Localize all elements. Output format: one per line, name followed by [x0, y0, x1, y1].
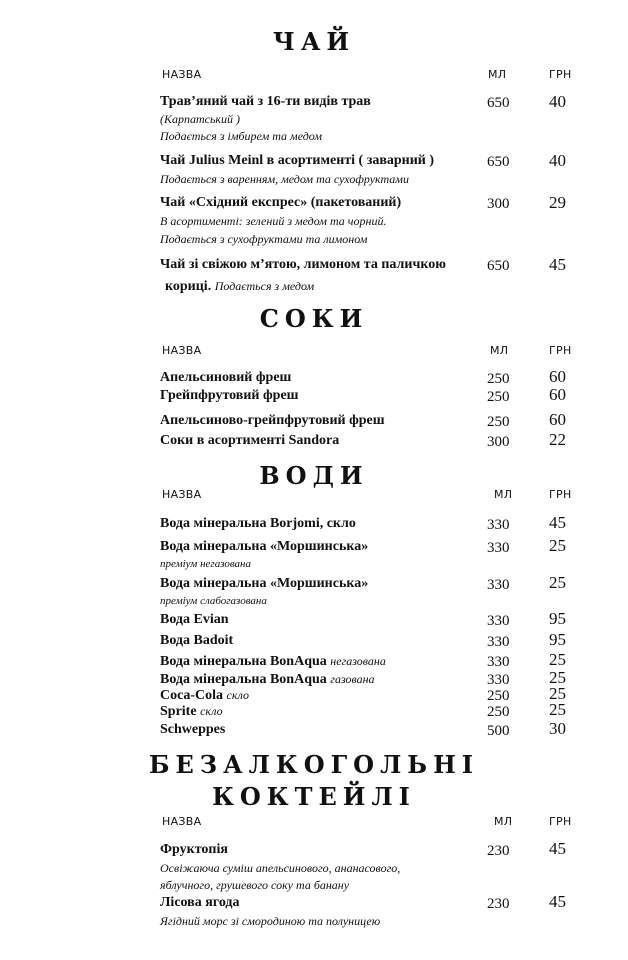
item-name: Вода Badoit: [160, 633, 234, 648]
item-name: Вода мінеральна BonAqua газована: [160, 672, 375, 687]
item-note: скло: [200, 704, 223, 718]
item-note: негазована: [330, 654, 386, 668]
item-name: Coca-Cola скло: [160, 688, 250, 703]
item-name: Sprite скло: [160, 704, 223, 719]
item-description: Подається з імбирем та медом: [160, 129, 323, 143]
item-volume: 330: [487, 540, 510, 556]
item-price: 45: [549, 839, 566, 858]
item-price: 95: [549, 630, 566, 649]
section-title-waters: ВОДИ: [259, 461, 369, 490]
item-volume: 300: [487, 196, 510, 212]
item-price: 29: [549, 193, 566, 212]
item-note: скло: [226, 688, 250, 702]
item-name: Фруктопія: [160, 842, 228, 857]
column-header-price: ГРН: [549, 815, 572, 828]
item-name: Апельсиновий фреш: [160, 370, 292, 385]
item-price: 60: [549, 385, 566, 404]
item-volume: 330: [487, 672, 510, 688]
item-volume: 250: [487, 389, 510, 405]
item-volume: 650: [487, 258, 510, 274]
item-description: яблучного, грушевого соку та банану: [160, 878, 350, 892]
item-description: Подається з варенням, медом та сухофруктами: [160, 172, 409, 186]
item-volume: 250: [487, 414, 510, 430]
item-price: 45: [549, 892, 566, 911]
item-volume: 500: [487, 723, 510, 739]
item-volume: 230: [487, 896, 510, 912]
item-description: преміум слабогазована: [160, 595, 267, 607]
item-volume: 330: [487, 613, 510, 629]
item-name: Лісова ягода: [160, 895, 240, 910]
column-header-ml: МЛ: [488, 68, 507, 81]
column-header-price: ГРН: [549, 488, 572, 501]
item-price: 22: [549, 430, 566, 449]
section-title-tea: ЧАЙ: [272, 27, 356, 56]
item-price: 60: [549, 410, 566, 429]
item-name: Schweppes: [160, 722, 226, 737]
item-note: Подається з медом: [214, 279, 315, 293]
item-volume: 330: [487, 577, 510, 593]
column-header-name: НАЗВА: [162, 68, 202, 81]
item-name: Вода мінеральна «Моршинська»: [160, 576, 369, 591]
item-price: 25: [549, 573, 566, 592]
item-price: 25: [549, 700, 566, 719]
item-description: Освіжаюча суміш апельсинового, ананасового,: [160, 861, 401, 875]
item-name-continued: кориці. Подається з медом: [165, 279, 315, 294]
item-name: Апельсиново-грейпфрутовий фреш: [160, 413, 385, 428]
item-description: В асортименті: зелений з медом та чорний.: [160, 214, 387, 228]
item-name: Вода мінеральна BonAqua негазована: [160, 654, 386, 669]
item-volume: 250: [487, 371, 510, 387]
item-name: Вода мінеральна Borjomi, скло: [160, 516, 356, 531]
column-header-price: ГРН: [549, 68, 572, 81]
item-volume: 230: [487, 843, 510, 859]
column-header-ml: МЛ: [490, 344, 509, 357]
item-volume: 250: [487, 688, 510, 704]
column-header-price: ГРН: [549, 344, 572, 357]
item-name: Соки в асортименті Sandora: [160, 433, 340, 448]
section-title-juices: СОКИ: [259, 304, 369, 333]
item-price: 25: [549, 684, 566, 703]
item-price: 60: [549, 367, 566, 386]
item-price: 45: [549, 513, 566, 532]
item-description: (Карпатський ): [160, 112, 241, 126]
item-note: газована: [330, 672, 375, 686]
item-volume: 650: [487, 154, 510, 170]
column-header-ml: МЛ: [494, 488, 513, 501]
item-price: 30: [549, 719, 566, 738]
item-name: Вода мінеральна «Моршинська»: [160, 539, 369, 554]
item-name: Чай Julius Meinl в асортименті ( заварний ): [160, 153, 435, 168]
item-name: Трав’яний чай з 16-ти видів трав: [160, 94, 371, 109]
item-name: Чай зі свіжою м’ятою, лимоном та паличкою: [160, 257, 446, 272]
item-description: преміум негазована: [160, 558, 251, 570]
section-title-cocktails-line2: КОКТЕЙЛІ: [212, 782, 416, 811]
section-title-cocktails: БЕЗАЛКОГОЛЬНІ: [148, 750, 480, 779]
item-volume: 330: [487, 634, 510, 650]
item-price: 25: [549, 668, 566, 687]
item-volume: 250: [487, 704, 510, 720]
item-price: 95: [549, 609, 566, 628]
item-price: 25: [549, 536, 566, 555]
item-name: Грейпфрутовий фреш: [160, 388, 299, 403]
item-price: 45: [549, 255, 566, 274]
column-header-ml: МЛ: [494, 815, 513, 828]
item-price: 25: [549, 650, 566, 669]
item-price: 40: [549, 151, 566, 170]
item-volume: 330: [487, 517, 510, 533]
item-name: Вода Evian: [160, 612, 229, 627]
column-header-name: НАЗВА: [162, 344, 202, 357]
item-price: 40: [549, 92, 566, 111]
item-description: Подається з сухофруктами та лимоном: [160, 232, 368, 246]
item-volume: 650: [487, 95, 510, 111]
item-name: Чай «Східний експрес» (пакетований): [160, 195, 402, 210]
item-volume: 300: [487, 434, 510, 450]
item-volume: 330: [487, 654, 510, 670]
item-description: Ягідний морс зі смородиною та полуницею: [160, 914, 381, 928]
column-header-name: НАЗВА: [162, 488, 202, 501]
column-header-name: НАЗВА: [162, 815, 202, 828]
